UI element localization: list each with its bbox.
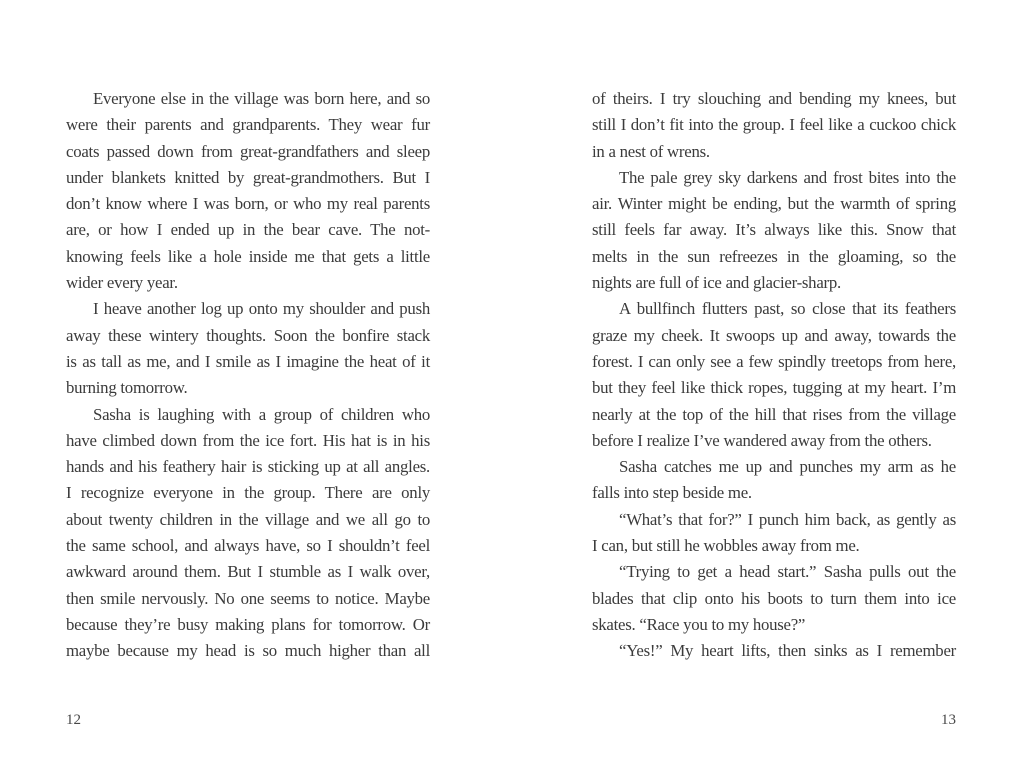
text-line: of theirs. I try slouching and bending my knees, but [592, 89, 956, 108]
text-line: are, or how I ended up in the bear cave. The not- [66, 220, 430, 240]
text-line: before I realize I’ve wandered away from the others. [592, 430, 932, 450]
text-line: because they’re busy making plans for tomorrow. Or [66, 614, 430, 634]
text-line: “Yes!” My heart lifts, then sinks as I remember [619, 641, 956, 661]
text-line: hands and his feathery hair is sticking up at all angles. [66, 457, 430, 477]
text-line: Sasha catches me up and punches my arm as he [619, 457, 956, 477]
text-line: away these wintery thoughts. Soon the bonfire stack [66, 325, 430, 345]
text-line: graze my cheek. It swoops up and away, towards the [592, 325, 956, 345]
text-line: The pale grey sky darkens and frost bites into the [619, 167, 956, 187]
text-line: Everyone else in the village was born here, and so [93, 89, 430, 108]
text-line: air. Winter might be ending, but the warmth of spring [592, 194, 956, 214]
text-line: Sasha is laughing with a group of children who [93, 404, 430, 424]
text-line: nights are full of ice and glacier-sharp. [592, 273, 841, 293]
text-line: I recognize everyone in the group. There are only [66, 483, 430, 503]
text-line: I heave another log up onto my shoulder and push [93, 299, 430, 319]
text-line: awkward around them. But I stumble as I walk over, [66, 562, 430, 582]
text-line: skates. “Race you to my house?” [592, 614, 806, 634]
text-line: “Trying to get a head start.” Sasha pulls out the [619, 562, 956, 582]
text-line: under blankets knitted by great-grandmothers. But I [66, 167, 430, 187]
text-line: nearly at the top of the hill that rises from the village [592, 404, 956, 424]
text-line: is as tall as me, and I smile as I imagine the heat of it [66, 351, 430, 371]
text-line: still feels far away. It’s always like this. Snow that [592, 220, 956, 240]
text-line: falls into step beside me. [592, 483, 752, 503]
text-line: “What’s that for?” I punch him back, as gently as [619, 509, 956, 529]
page-left-text [66, 86, 430, 665]
text-line: but they feel like thick ropes, tugging at my heart. I’m [592, 378, 956, 398]
text-line: burning tomorrow. [66, 378, 188, 398]
text-line: were their parents and grandparents. They wear fur [66, 115, 430, 135]
text-line: don’t know where I was born, or who my real parents [66, 194, 430, 214]
text-line: A bullfinch flutters past, so close that its feathers [619, 299, 956, 319]
text-line: in a nest of wrens. [592, 141, 710, 161]
page-number-right: 13 [941, 712, 956, 728]
text-line: about twenty children in the village and we all go to [66, 509, 430, 529]
page-number-left: 12 [66, 712, 81, 728]
text-line: then smile nervously. No one seems to notice. Maybe [66, 588, 430, 608]
page-right-text [592, 86, 956, 665]
text-line: maybe because my head is so much higher than all [66, 641, 430, 661]
text-line: blades that clip onto his boots to turn them into ice [592, 588, 956, 608]
text-line: knowing feels like a hole inside me that gets a little [66, 246, 430, 266]
text-line: I can, but still he wobbles away from me. [592, 536, 860, 556]
text-line: still I don’t fit into the group. I feel like a cuckoo chick [592, 115, 956, 135]
text-line: the same school, and always have, so I shouldn’t feel [66, 536, 430, 556]
text-line: forest. I can only see a few spindly treetops from here, [592, 351, 956, 371]
text-line: melts in the sun refreezes in the gloaming, so the [592, 246, 956, 266]
text-line: wider every year. [66, 273, 178, 293]
text-line: have climbed down from the ice fort. His hat is in his [66, 430, 430, 450]
text-line: coats passed down from great-grandfathers and sleep [66, 141, 430, 161]
